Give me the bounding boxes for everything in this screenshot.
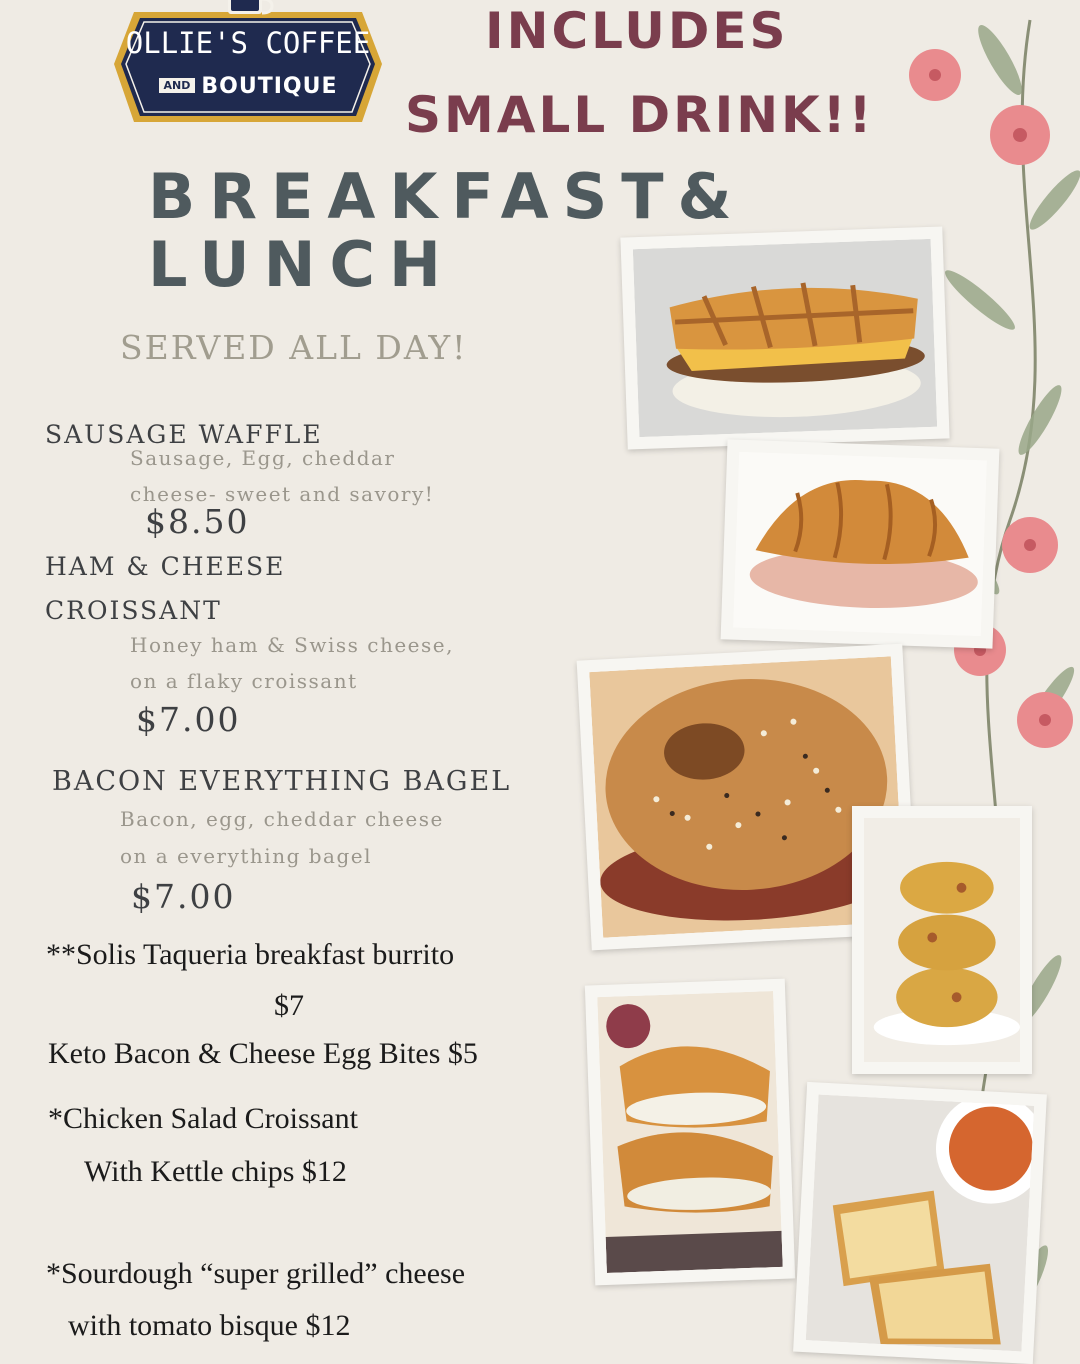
extra-burrito-price: $7 (274, 989, 304, 1022)
item-desc-line-2: cheese- sweet and savory! (130, 482, 435, 506)
item-desc-line-1: Sausage, Egg, cheddar (130, 446, 396, 470)
item-price: $8.50 (145, 502, 250, 541)
logo-boutique: BOUTIQUE (201, 74, 338, 99)
photo-sausage-waffle (620, 226, 949, 449)
coffee-cup-icon (228, 0, 272, 14)
item-desc-line-2: on a everything bagel (120, 844, 373, 868)
item-price: $7.00 (131, 877, 236, 916)
item-name-ham-cheese-line-2: CROISSANT (45, 596, 222, 625)
photo-chicken-salad-croissant (585, 979, 795, 1286)
extra-grilled-cheese-line-1: *Sourdough “super grilled” cheese (46, 1257, 466, 1290)
page-title-line-2: LUNCH (148, 228, 455, 301)
item-name-bacon-bagel: BACON EVERYTHING BAGEL (52, 766, 512, 797)
logo-line-2 (110, 74, 386, 99)
photo-egg-bites (852, 806, 1032, 1074)
photo-ham-croissant (721, 439, 1000, 648)
served-all-day: SERVED ALL DAY! (120, 328, 468, 367)
item-name-sausage-waffle: SAUSAGE WAFFLE (45, 420, 323, 449)
headline-line-2: SMALL DRINK!! (405, 86, 875, 144)
photo-grilled-cheese (793, 1082, 1047, 1364)
headline-line-1: INCLUDES (485, 2, 789, 60)
item-desc-line-1: Honey ham & Swiss cheese, (130, 633, 454, 657)
item-desc-line-2: on a flaky croissant (130, 669, 358, 693)
item-name-ham-cheese-line-1: HAM & CHEESE (45, 552, 286, 581)
extra-chicken-salad-line-1: *Chicken Salad Croissant (48, 1102, 358, 1135)
logo-and: AND (159, 78, 196, 93)
item-desc-line-1: Bacon, egg, cheddar cheese (120, 807, 444, 831)
extra-egg-bites: Keto Bacon & Cheese Egg Bites $5 (48, 1037, 478, 1070)
page-title-line-1: BREAKFAST& (148, 160, 746, 233)
item-price: $7.00 (136, 700, 241, 739)
extra-burrito: **Solis Taqueria breakfast burrito (46, 938, 455, 971)
extra-grilled-cheese-line-2: with tomato bisque $12 (68, 1309, 351, 1342)
extra-chicken-salad-line-2: With Kettle chips $12 (84, 1155, 347, 1188)
logo-line-1: OLLIE'S COFFEE (125, 26, 371, 60)
ollies-logo (110, 0, 386, 134)
